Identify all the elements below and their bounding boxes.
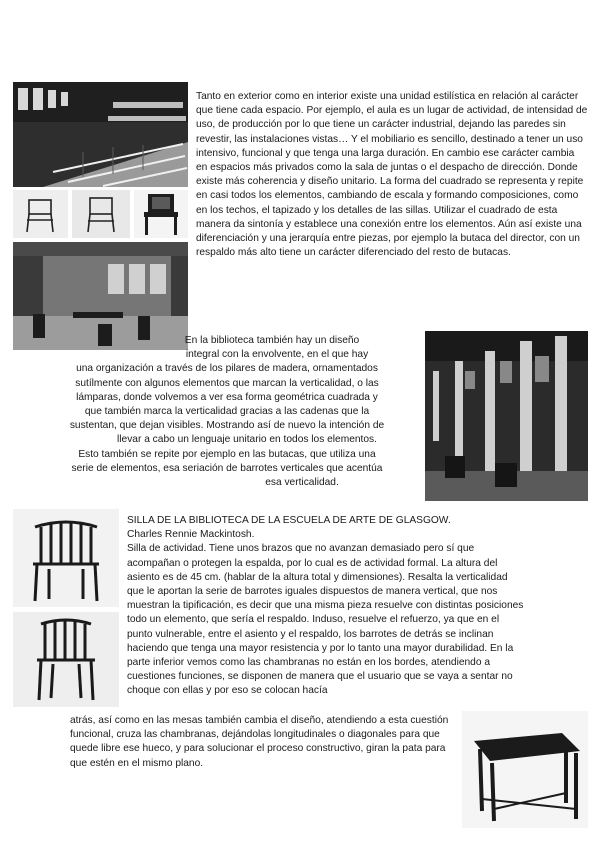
- library-line-9: Esto también se repite por ejemplo en las butacas, que utiliza una: [78, 448, 376, 460]
- library-line-6: que también marca la verticalidad gracias a las cadenas que la: [84, 406, 370, 418]
- section2-paragraph: [36, 334, 418, 490]
- library-line-11: esa verticalidad.: [265, 477, 339, 489]
- library-line-10: serie de elementos, esa seriación de barrotes verticales que acentúa: [71, 462, 383, 474]
- library-line-2: integral con la envolvente, en el que hay: [185, 349, 369, 361]
- chair-description-continued: atrás, así como en las mesas también cambia el diseño, atendiendo a esta cuestión funcional, cruza las chambranas, dejándolas longitudinales o diagonales para que quede libre ese hueco, y para solucionar el proceso constructivo, giran la pata para que estén en el mismo plano.: [70, 715, 449, 769]
- chair-description: Silla de actividad. Tiene unos brazos que no avanzan demasiado pero sí que acompañan o protegen la espalda, por lo cual es de actividad formal. La altura del asiento es de 45 cm. (hablar de la altura total y dimensiones). Resalta la verticalidad que le aportan la serie de barrotes iguales dispuestos de manera vertical, que nos muestran la tipificación, es decir que una misma pieza resuelve con distintas posiciones todo un elemento, que sería el respaldo. Induso, resuelve el refuerzo, ya que en el punto vulnerable, entre el asiento y el respaldo, los barrotes de detrás se inclinan haciendo que tenga una mayor resistencia y por lo tanto una mayor durabilidad. En la parte inferior vemos como las chambranas no están en los bordes, atendiendo a cuestiones funciones, se disponen de manera que el usuario que se vaya a sentar no choque con ellas y por eso se colocan hacía: [127, 543, 524, 697]
- library-line-8: llevar a cabo un lenguaje unitario en todos los elementos.: [117, 434, 377, 446]
- chair-title: SILLA DE LA BIBLIOTECA DE LA ESCUELA DE ARTE DE GLASGOW.: [127, 515, 451, 526]
- library-line-4: sutílmente con algunos elementos que marcan la verticalidad, o las: [75, 377, 379, 389]
- classroom-photo: [13, 82, 188, 187]
- table-photo: [462, 711, 588, 828]
- section1-paragraph: [196, 90, 588, 260]
- intro-text: Tanto en exterior como en interior existe una unidad estilística en relación al carácter que tiene cada espacio. Por ejemplo, el aula es un lugar de actividad, de intensidad de uso, de producción por lo que tiene un carácter industrial, dejando las paredes sin revestir, las instalaciones vistas… Y el mobiliario es sencillo, destinado a tener un uso intensivo, funcional y que tenga una larga duración. En cambio ese carácter cambia en espacios más privados como la sala de juntas o el despacho de dirección. Donde existe más coherencia y diseño unitario. La forma del cuadrado se representa y repite en casi todos los elementos, cambiando de escala y formando composiciones, como en los techos, el tapizado y los detalles de las sillas. Utilizar el cuadrado de esta manera da sintonía y establece una conexión entre los elementos. Aún así existe una diferenciación y una jerarquía entre piezas, por ejemplo la butaca del director, con un respaldo más alto tiene un carácter diferenciado del resto de butacas.: [196, 91, 588, 259]
- chair-photo-1: [13, 190, 68, 238]
- chair-author: Charles Rennie Mackintosh.: [127, 529, 255, 541]
- library-photo: [425, 331, 588, 501]
- section3-continuation: [70, 714, 455, 771]
- chair-photo-2: [72, 190, 130, 238]
- library-line-7: sustentan, que dejan visibles. Mostrando así de nuevo la intención de: [69, 420, 385, 432]
- library-chair-photo-2: [13, 612, 119, 707]
- library-line-1: En la biblioteca también hay un diseño: [184, 335, 360, 346]
- section3-text: [127, 514, 527, 699]
- library-line-5: lámparas, donde volvemos a ver esa forma geométrica cuadrada y: [76, 391, 378, 403]
- library-chair-photo-1: [13, 509, 119, 607]
- library-line-3: una organización a través de los pilares de madera, ornamentados: [76, 363, 378, 375]
- armchair-photo: [134, 190, 188, 238]
